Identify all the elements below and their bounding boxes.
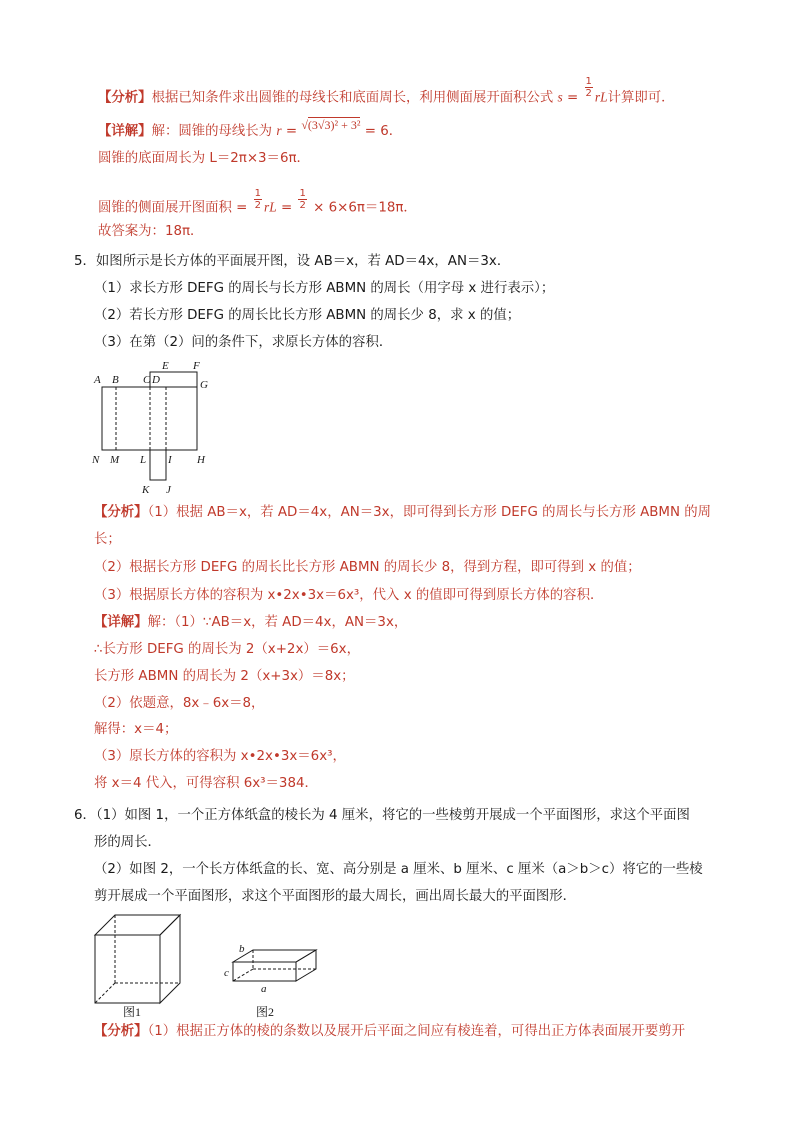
cuboid-top-face bbox=[233, 950, 316, 962]
q4-analysis-line bbox=[98, 76, 675, 109]
analysis-tag: 【分析】 bbox=[94, 505, 148, 520]
label-b: B bbox=[112, 374, 119, 386]
cube-front-face bbox=[95, 935, 160, 1003]
detail-tag: 【详解】 bbox=[94, 615, 148, 630]
q5-analysis-1b: 长； bbox=[94, 532, 121, 547]
equals: = bbox=[236, 200, 248, 216]
label-n: N bbox=[92, 454, 100, 466]
rl-term: rL bbox=[264, 199, 277, 215]
q5-detail-4: （2）依题意，8x﹣6x＝8， bbox=[94, 696, 265, 711]
sqrt-expression: √(3√3)² + 3² bbox=[301, 118, 361, 132]
fraction-half: $\frac{1}{2}$ bbox=[585, 76, 592, 99]
label-c: c bbox=[224, 967, 229, 979]
q4-base-line: 圆锥的底面周长为 L＝2π×3＝6π． bbox=[98, 151, 310, 166]
r-symbol: r bbox=[276, 123, 282, 138]
q5-detail-3: 长方形 ABMN 的周长为 2（x+3x）＝8x； bbox=[94, 669, 355, 684]
cube-side-face bbox=[160, 915, 180, 1003]
label-j: J bbox=[166, 484, 171, 496]
q5-detail-2: ∴长方形 DEFG 的周长为 2（x+2x）＝6x， bbox=[94, 642, 360, 657]
q5-analysis-1: 【分析】（1）根据 AB＝x，若 AD＝4x，AN＝3x，即可得到长方形 DEFG 的周长与长方形 ABMN 的周 bbox=[94, 505, 712, 520]
q5-stem: 5．如图所示是长方体的平面展开图，设 AB＝x，若 AD＝4x，AN＝3x． bbox=[74, 254, 511, 269]
q4-lateral-text: 圆锥的侧面展开图面积 bbox=[98, 200, 232, 216]
q5-part2: （2）若长方形 DEFG 的周长比长方形 ABMN 的周长少 8，求 x 的值； bbox=[94, 308, 521, 323]
analysis-tag: 【分析】 bbox=[94, 1024, 148, 1039]
q5-analysis-2: （2）根据长方形 DEFG 的周长比长方形 ABMN 的周长少 8，得到方程，即可得到 x 的值； bbox=[94, 560, 641, 575]
q6-stem-1b: 形的周长． bbox=[94, 835, 161, 850]
q6-stem-1: 6．（1）如图 1，一个正方体纸盒的棱长为 4 厘米，将它的一些棱剪开展成一个平面图形，求这个平面图 bbox=[74, 808, 690, 823]
fraction-half: $\frac{1}{2}$ bbox=[254, 188, 262, 211]
cuboid-figure bbox=[218, 935, 328, 1022]
q6-stem-2: （2）如图 2，一个长方体纸盒的长、宽、高分别是 a 厘米、b 厘米、c 厘米（a＞b＞c）将它的一些棱 bbox=[94, 862, 703, 877]
q4-answer: 故答案为：18π． bbox=[98, 224, 204, 239]
fig1-caption: 图1 bbox=[123, 1005, 142, 1019]
q4-analysis-tail: 计算即可． bbox=[607, 90, 675, 106]
label-m: M bbox=[110, 454, 120, 466]
q5-part1: （1）求长方形 DEFG 的周长与长方形 ABMN 的周长（用字母 x 进行表示）； bbox=[94, 281, 555, 296]
q6-stem-2b: 剪开展成一个平面图形，求这个平面图形的最大周长，画出周长最大的平面图形． bbox=[94, 889, 577, 904]
q5-part3: （3）在第（2）问的条件下，求原长方体的容积． bbox=[94, 335, 393, 350]
detail-tag: 【详解】 bbox=[98, 124, 152, 139]
equals: = bbox=[280, 200, 293, 216]
label-f: F bbox=[193, 360, 200, 372]
label-i: I bbox=[168, 454, 172, 466]
s-symbol: s bbox=[557, 89, 563, 105]
analysis-tag: 【分析】 bbox=[98, 90, 152, 106]
q4-lateral-line bbox=[98, 188, 417, 219]
q6-analysis: 【分析】（1）根据正方体的棱的条数以及展开后平面之间应有棱连着，可得出正方体表面展开要剪开 bbox=[94, 1024, 686, 1039]
q5-analysis-3: （3）根据原长方体的容积为 x•2x•3x＝6x³，代入 x 的值即可得到原长方体的容积． bbox=[94, 588, 604, 603]
equals: = bbox=[567, 90, 579, 106]
q4-detail-result: = 6． bbox=[364, 124, 403, 139]
fig2-caption: 图2 bbox=[256, 1005, 275, 1019]
hidden-edge bbox=[233, 969, 253, 981]
cuboid-front-face bbox=[233, 962, 296, 981]
label-c: C bbox=[143, 374, 151, 386]
fraction-half-2: $\frac{1}{2}$ bbox=[299, 188, 306, 211]
rectangle-bottom-flap bbox=[150, 450, 166, 480]
q5-detail-6: （3）原长方体的容积为 x•2x•3x＝6x³， bbox=[94, 749, 346, 764]
label-g: G bbox=[200, 379, 208, 391]
label-k: K bbox=[142, 484, 150, 496]
q4-lateral-tail: × 6×6π＝18π． bbox=[313, 200, 417, 216]
q5-detail-5: 解得：x＝4； bbox=[94, 722, 178, 737]
label-a: A bbox=[94, 374, 101, 386]
label-e: E bbox=[162, 360, 169, 372]
label-h: H bbox=[197, 454, 205, 466]
q5-detail-7: 将 x＝4 代入，可得容积 6x³＝384． bbox=[94, 776, 318, 791]
label-d: D bbox=[152, 374, 160, 386]
q4-detail-text: 解：圆锥的母线长为 bbox=[151, 124, 273, 139]
rl-term: rL bbox=[594, 89, 608, 105]
hidden-edge bbox=[95, 983, 115, 1003]
q4-analysis-text: 根据已知条件求出圆锥的母线长和底面周长，利用侧面展开面积公式 bbox=[151, 90, 554, 106]
label-l: L bbox=[140, 454, 147, 466]
cuboid-net-figure bbox=[90, 356, 220, 496]
cuboid-side-face bbox=[296, 950, 316, 981]
label-b: b bbox=[239, 943, 245, 955]
label-a: a bbox=[261, 983, 267, 995]
equals: = bbox=[285, 124, 298, 139]
cube-figure bbox=[90, 910, 190, 1022]
q4-detail-line bbox=[98, 118, 403, 142]
cube-top-face bbox=[95, 915, 180, 935]
q5-detail-1: 【详解】解：（1）∵AB＝x，若 AD＝4x，AN＝3x， bbox=[94, 615, 408, 630]
